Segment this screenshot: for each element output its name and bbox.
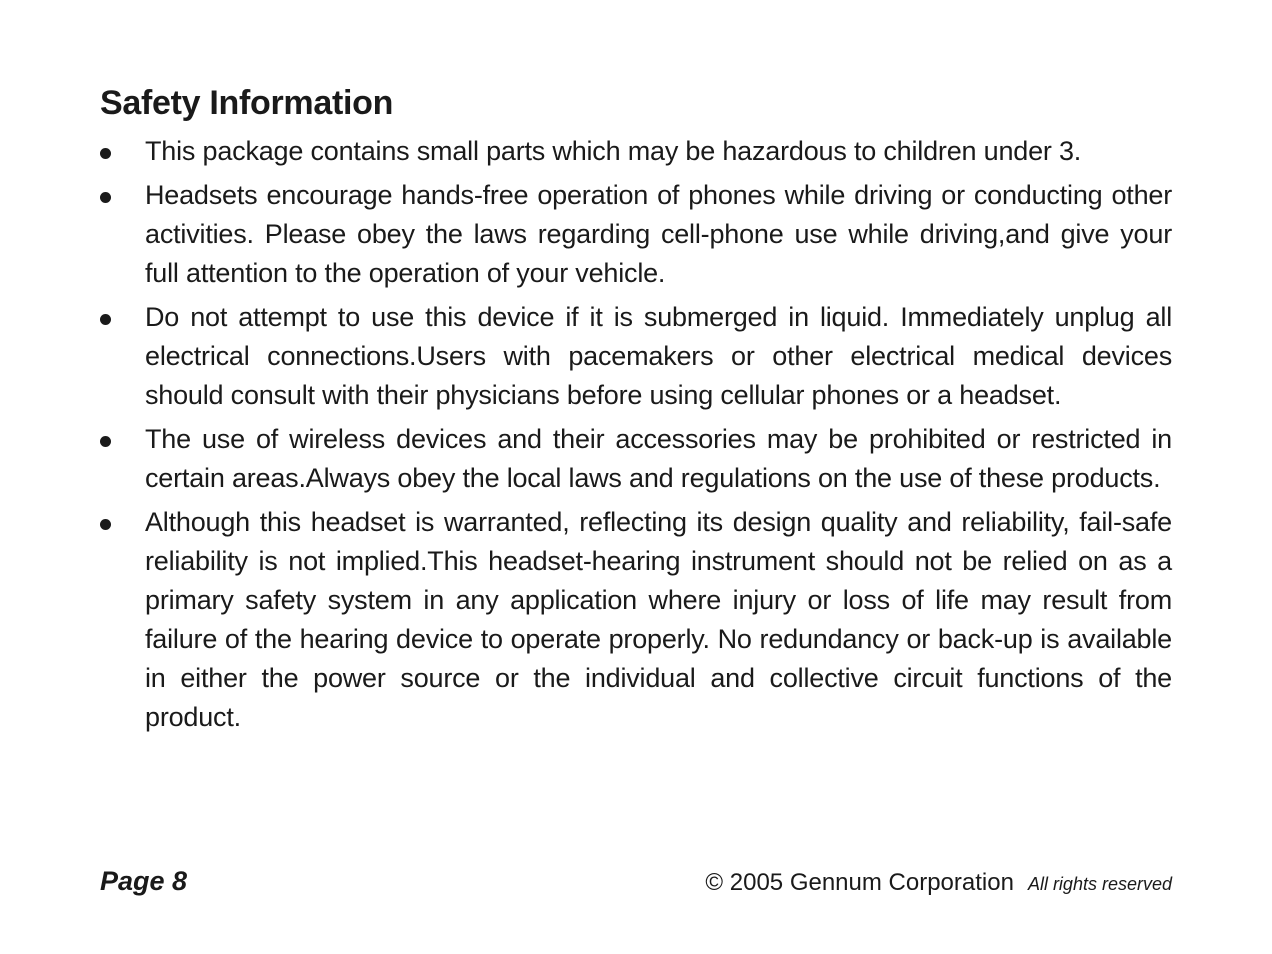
copyright-block bbox=[705, 869, 1172, 897]
list-item-text: Although this headset is warranted, reflecting its design quality and reliability, fail-safe reliability is not implied.This headset-hearing instrument should not be relied on as a primary safety system in any application where injury or loss of life may result from failure of the hearing device to operate properly. No redundancy or back-up is available in either the power source or the individual and collective circuit functions of the product. bbox=[145, 507, 1172, 732]
bullet-dot-icon bbox=[100, 192, 111, 203]
list-item-text: The use of wireless devices and their accessories may be prohibited or restricted in certain areas.Always obey the local laws and regulations on the use of these products. bbox=[145, 424, 1172, 493]
list-item bbox=[100, 503, 1172, 737]
bullet-dot-icon bbox=[100, 436, 111, 447]
page-number: Page 8 bbox=[100, 866, 188, 896]
safety-list bbox=[100, 132, 1172, 737]
document-page bbox=[100, 80, 1172, 742]
copyright-text: © 2005 Gennum Corporation bbox=[705, 869, 1014, 896]
page-title: Safety Information bbox=[100, 84, 394, 122]
list-item-text: Do not attempt to use this device if it is submerged in liquid. Immediately unplug all electrical connections.Users with pacemakers or other electrical medical devices should consult with their physicians before using cellular phones or a headset. bbox=[145, 302, 1172, 410]
bullet-dot-icon bbox=[100, 148, 111, 159]
list-item-text: This package contains small parts which may be hazardous to children under 3. bbox=[145, 136, 1082, 166]
rights-text: All rights reserved bbox=[1027, 874, 1172, 894]
bullet-dot-icon bbox=[100, 314, 111, 325]
list-item-text: Headsets encourage hands-free operation of phones while driving or conducting other activities. Please obey the laws regarding cell-phone use while driving,and give your full attention to the operation of your vehicle. bbox=[145, 180, 1172, 288]
bullet-dot-icon bbox=[100, 519, 111, 530]
list-item bbox=[100, 298, 1172, 415]
page-footer bbox=[100, 866, 1172, 902]
list-item bbox=[100, 132, 1172, 171]
list-item bbox=[100, 420, 1172, 498]
list-item bbox=[100, 176, 1172, 293]
